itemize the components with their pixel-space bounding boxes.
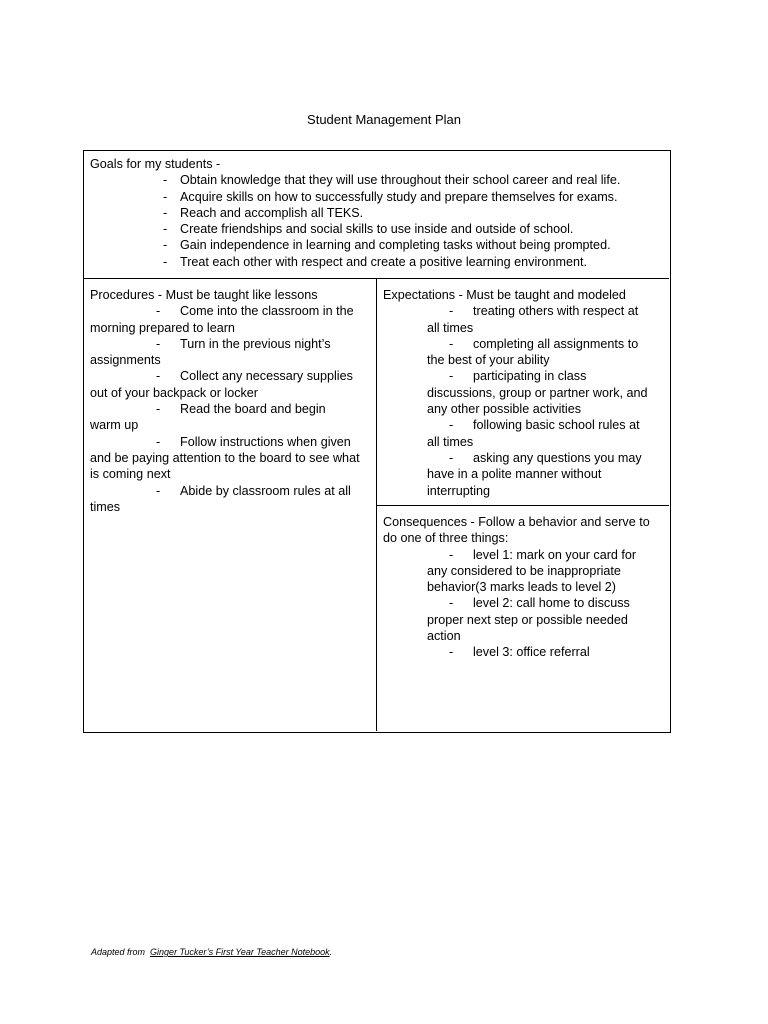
procedure-item-first: Come into the classroom in the (180, 304, 354, 319)
procedure-item-rest: warm up (90, 418, 139, 433)
procedure-item-rest: and be paying attention to the board to see what is coming next (90, 450, 360, 482)
consequence-item: - level 2: call home to discuss proper next step or possible needed action (427, 596, 630, 644)
consequence-item-first: level 2: call home to discuss (473, 596, 630, 611)
expectation-item-rest: discussions, group or partner work, and any other possible activities (427, 385, 648, 417)
expectation-item-rest: all times (427, 320, 474, 335)
procedure-item-first: Read the board and begin (180, 402, 326, 417)
consequence-item-first: level 3: office referral (473, 645, 590, 660)
expectation-item-first: participating in class (473, 369, 587, 384)
expectation-item-first: completing all assignments to (473, 336, 639, 351)
expectation-item: - asking any questions you may have in a polite manner without interrupting (427, 450, 642, 498)
expectation-item: - treating others with respect at all times (427, 304, 639, 335)
goal-item: - Reach and accomplish all TEKS. (156, 205, 669, 221)
consequences-heading: Consequences - Follow a behavior and serve to do one of three things: (383, 515, 650, 546)
procedure-item-first: Abide by classroom rules at all (180, 483, 351, 498)
procedure-item-first: Turn in the previous night’s (180, 336, 331, 351)
expectation-item-rest: the best of your ability (427, 353, 550, 368)
consequence-item: - level 1: mark on your card for any considered to be inappropriate behavior(3 marks leads to level 2) (427, 547, 637, 595)
attribution-prefix: Adapted from (91, 947, 146, 957)
goals-heading: Goals for my students - (90, 157, 221, 171)
consequence-item-rest: any considered to be inappropriate behavior(3 marks leads to level 2) (427, 563, 621, 595)
consequence-item-rest: proper next step or possible needed action (427, 612, 628, 644)
consequences-cell (377, 506, 669, 731)
expectation-item-first: following basic school rules at (473, 418, 640, 433)
goal-item: - Acquire skills on how to successfully study and prepare themselves for exams. (156, 189, 669, 205)
page-title: Student Management Plan (307, 112, 461, 127)
expectation-item-rest: all times (427, 434, 474, 449)
goals-cell (84, 151, 669, 279)
goal-item: - Treat each other with respect and create a positive learning environment. (156, 254, 669, 270)
expectation-item-first: treating others with respect at (473, 304, 639, 319)
procedure-item: - Collect any necessary supplies out of your backpack or locker (90, 369, 353, 400)
attribution-footer (91, 947, 332, 957)
procedure-item-first: Collect any necessary supplies (180, 369, 353, 384)
procedure-item-rest: times (90, 499, 121, 514)
attribution-suffix: . (329, 947, 333, 957)
expectations-cell (377, 279, 669, 506)
procedure-item-rest: morning prepared to learn (90, 320, 235, 335)
procedure-item: - Come into the classroom in the morning prepared to learn (90, 304, 354, 335)
procedure-item: - Read the board and begin warm up (90, 402, 326, 433)
procedures-cell (84, 279, 377, 731)
procedure-item-first: Follow instructions when given (180, 434, 351, 449)
procedure-item: - Follow instructions when given and be paying attention to the board to see what is coming next (90, 434, 360, 482)
goal-item: - Gain independence in learning and completing tasks without being prompted. (156, 237, 669, 253)
procedure-item-rest: out of your backpack or locker (90, 385, 258, 400)
attribution-source-link[interactable]: Ginger Tucker’s First Year Teacher Notebook (150, 947, 330, 957)
expectation-item: - following basic school rules at all times (427, 418, 640, 449)
procedures-heading: Procedures - Must be taught like lessons (90, 288, 318, 302)
consequence-item: - level 3: office referral (449, 645, 590, 660)
procedure-item: - Turn in the previous night’s assignments (90, 336, 331, 368)
expectations-heading: Expectations - Must be taught and modeled (383, 288, 626, 302)
plan-table (83, 150, 671, 733)
expectation-item: - completing all assignments to the best of your ability (427, 336, 639, 368)
consequence-item-first: level 1: mark on your card for (473, 547, 637, 562)
expectation-item-rest: have in a polite manner without interrupting (427, 467, 602, 498)
procedure-item-rest: assignments (90, 353, 161, 368)
procedure-item: - Abide by classroom rules at all times (90, 483, 351, 514)
expectation-item: - participating in class discussions, group or partner work, and any other possible activities (427, 369, 648, 417)
goal-item: - Obtain knowledge that they will use throughout their school career and real life. (156, 172, 669, 188)
goals-list (90, 172, 669, 270)
goal-item: - Create friendships and social skills to use inside and outside of school. (156, 221, 669, 237)
expectation-item-first: asking any questions you may (473, 450, 642, 465)
